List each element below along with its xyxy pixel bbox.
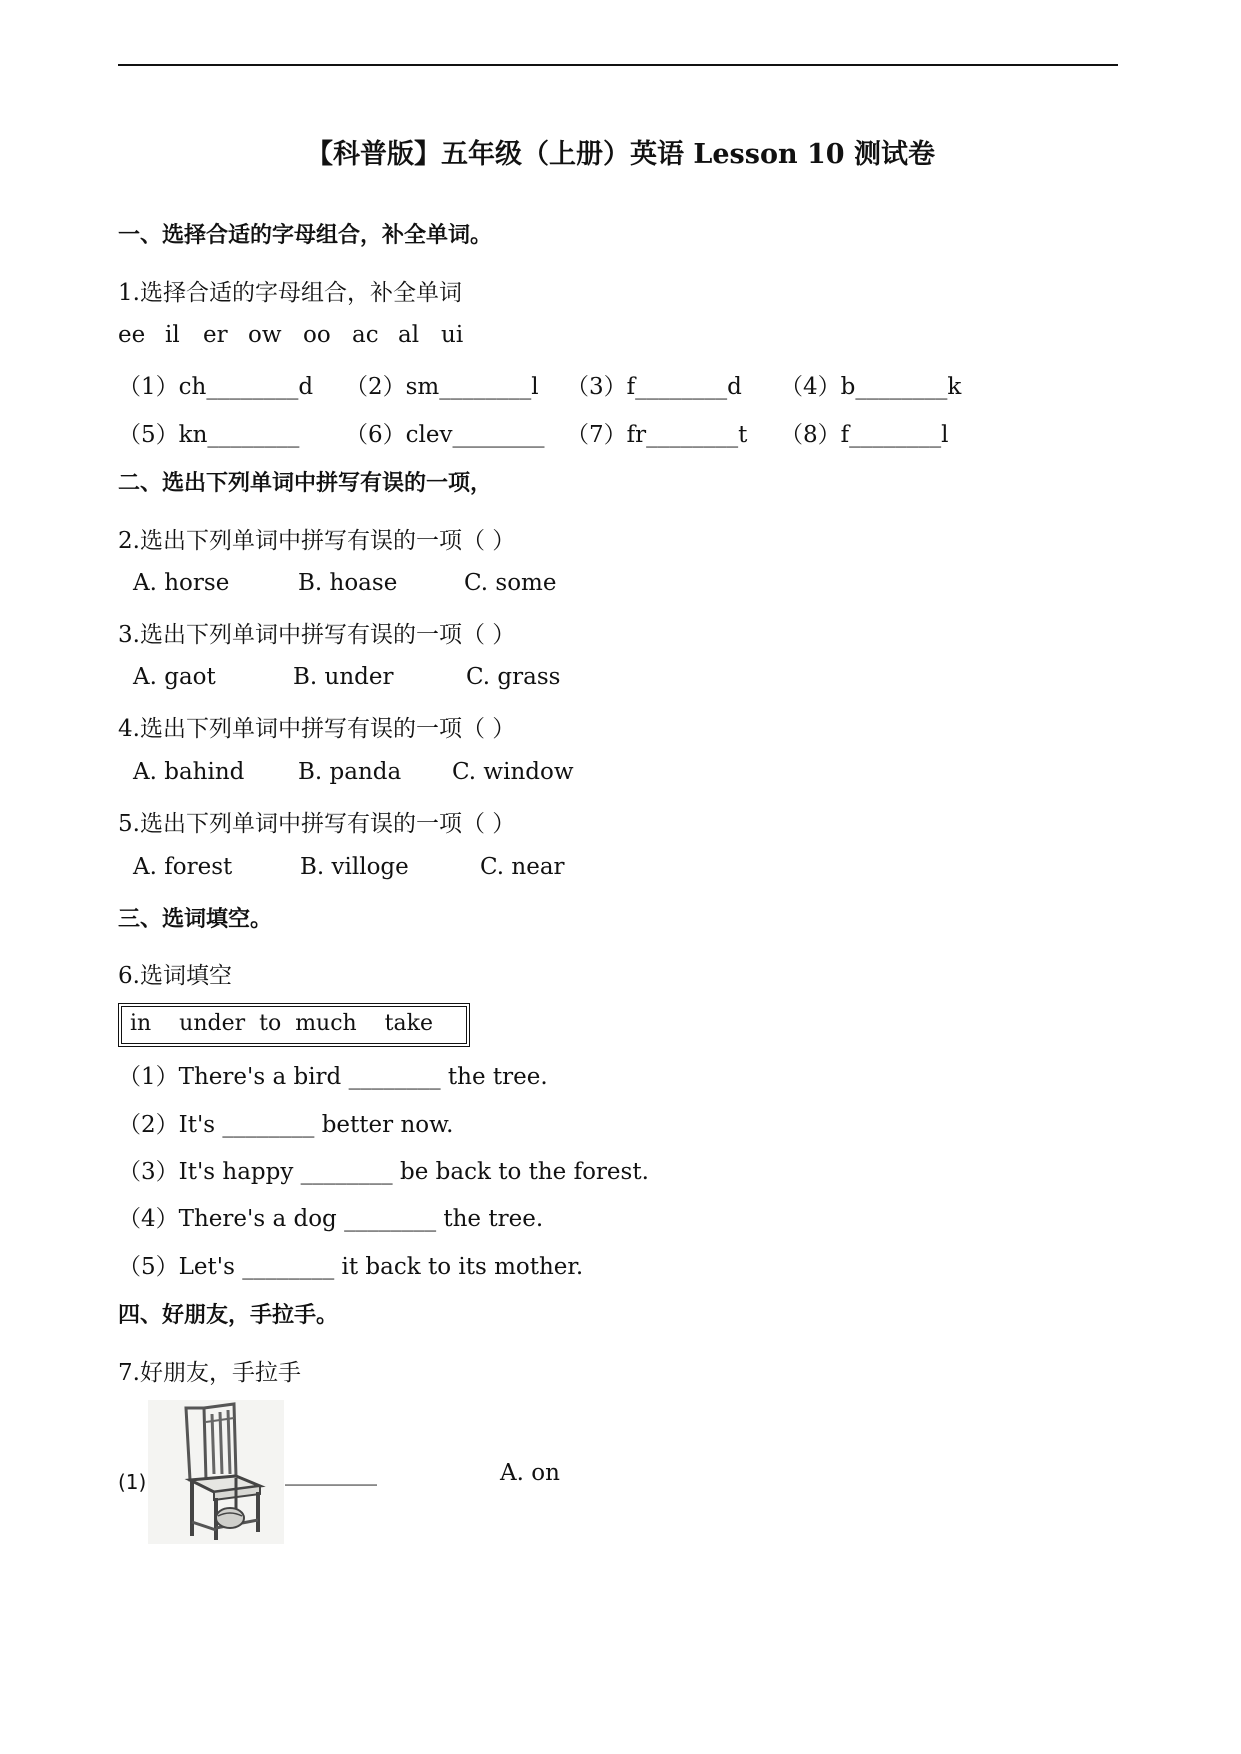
fill-sentence: （3）It's happy ________ be back to the forest.	[118, 1159, 649, 1185]
chair-image	[148, 1400, 284, 1544]
match-option-a: A. on	[500, 1460, 560, 1486]
letter-group: ac	[352, 322, 379, 348]
q5-prompt: 5.选出下列单词中拼写有误的一项（ ）	[118, 811, 516, 837]
q2-prompt: 2.选出下列单词中拼写有误的一项（ ）	[118, 528, 516, 554]
q6-prompt: 6.选词填空	[118, 963, 232, 989]
option-b: B. hoase	[298, 570, 398, 596]
blank-item: （6）clev________	[345, 422, 545, 448]
section1-heading: 一、选择合适的字母组合，补全单词。	[118, 222, 493, 248]
fill-sentence: （5）Let's ________ it back to its mother.	[118, 1254, 584, 1280]
option-b: B. under	[293, 664, 394, 690]
q3-prompt: 3.选出下列单词中拼写有误的一项（ ）	[118, 622, 516, 648]
blank-item: （2）sm________l	[345, 374, 539, 400]
top-rule	[118, 64, 1118, 66]
option-b: B. panda	[298, 759, 402, 785]
option-a: A. gaot	[133, 664, 216, 690]
fill-sentence: （2）It's ________ better now.	[118, 1112, 454, 1138]
item-label: (1)	[118, 1470, 147, 1494]
section3-heading: 三、选词填空。	[118, 906, 273, 932]
option-c: C. window	[452, 759, 574, 785]
blank-item: （1）ch________d	[118, 374, 314, 400]
letter-group: ui	[441, 322, 464, 348]
option-c: C. some	[464, 570, 557, 596]
q1-prompt: 1.选择合适的字母组合，补全单词	[118, 280, 462, 306]
section2-heading: 二、选出下列单词中拼写有误的一项，	[118, 470, 493, 496]
option-c: C. grass	[466, 664, 561, 690]
page-title: 【科普版】五年级（上册）英语 Lesson 10 测试卷	[306, 139, 935, 170]
letter-group: oo	[303, 322, 331, 348]
option-c: C. near	[480, 854, 565, 880]
letter-group: al	[398, 322, 420, 348]
q7-prompt: 7.好朋友，手拉手	[118, 1360, 301, 1386]
letter-group: er	[203, 322, 228, 348]
section4-heading: 四、好朋友，手拉手。	[118, 1302, 339, 1328]
blank-item: （4）b________k	[780, 374, 962, 400]
fill-sentence: （1）There's a bird ________ the tree.	[118, 1064, 548, 1090]
blank-item: （5）kn________	[118, 422, 300, 448]
option-b: B. villoge	[300, 854, 409, 880]
option-a: A. horse	[133, 570, 230, 596]
fill-sentence: （4）There's a dog ________ the tree.	[118, 1206, 544, 1232]
letter-group: ow	[248, 322, 282, 348]
option-a: A. bahind	[133, 759, 245, 785]
blank-item: （7）fr________t	[566, 422, 748, 448]
option-a: A. forest	[133, 854, 233, 880]
match-blank: ________	[285, 1460, 377, 1486]
letter-group: ee	[118, 322, 146, 348]
blank-item: （8）f________l	[780, 422, 949, 448]
letter-group: il	[165, 322, 180, 348]
q4-prompt: 4.选出下列单词中拼写有误的一项（ ）	[118, 716, 516, 742]
blank-item: （3）f________d	[566, 374, 742, 400]
word-bank: in under to much take	[118, 1003, 470, 1047]
